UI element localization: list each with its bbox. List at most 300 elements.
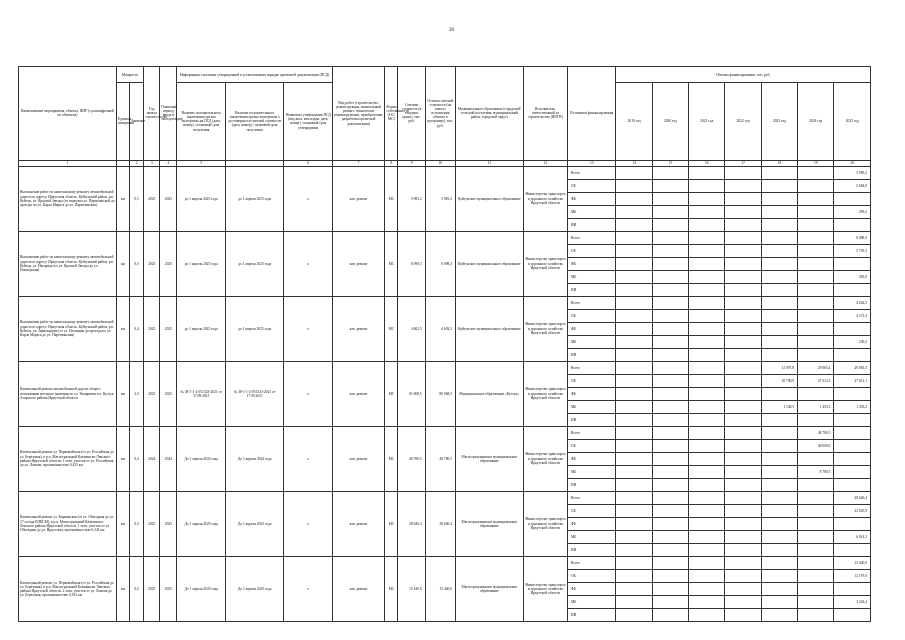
- header-year: 2020 год: [652, 83, 688, 160]
- header-estimate-cost: Сметная стоимость (в текущих ценах), тыс. руб.: [398, 67, 425, 161]
- amount-cell: [725, 192, 761, 205]
- remaining-cost: 80 068,5: [425, 361, 455, 426]
- amount-y2023: [761, 608, 797, 621]
- ownership-form: МС: [385, 166, 398, 231]
- year-commission: 2025: [160, 556, 177, 621]
- amount-cell: [652, 595, 688, 608]
- ownership-form: МС: [385, 296, 398, 361]
- estimate-cost: 28 640,4: [398, 491, 425, 556]
- capacity-unit: км: [116, 166, 129, 231]
- amount-y2023: [761, 309, 797, 322]
- amount-cell: [616, 270, 652, 283]
- header-price: Наличие положительного заключения органа экспертизы о достоверности сметной стоимости (дата, номер) / плановый срок получения: [225, 83, 284, 160]
- column-number: 8: [385, 160, 398, 166]
- header-cap-value: Значение: [130, 83, 144, 160]
- capacity-value: 0,4: [130, 426, 144, 491]
- price-expertise: До 1 апреля 2025 года: [225, 491, 284, 556]
- amount-y2023: [761, 556, 797, 569]
- object-row: [19, 426, 871, 439]
- amount-cell: [689, 296, 725, 309]
- amount-y2025: [834, 478, 871, 491]
- amount-cell: [616, 452, 652, 465]
- funding-source: Всего: [568, 296, 616, 309]
- amount-cell: [725, 231, 761, 244]
- funding-source: МБ: [568, 400, 616, 413]
- amount-cell: [652, 192, 688, 205]
- year-commission: 2025: [160, 296, 177, 361]
- amount-cell: [616, 530, 652, 543]
- amount-y2023: 10 790,9: [761, 374, 797, 387]
- column-number: 14: [616, 160, 652, 166]
- amount-y2023: [761, 543, 797, 556]
- work-type: кап. ремонт: [332, 231, 384, 296]
- amount-cell: [689, 257, 725, 270]
- amount-cell: [689, 413, 725, 426]
- amount-y2024: [798, 283, 834, 296]
- amount-y2023: [761, 413, 797, 426]
- amount-cell: [616, 166, 652, 179]
- amount-cell: [616, 192, 652, 205]
- amount-cell: [689, 205, 725, 218]
- funding-source: ИИ: [568, 478, 616, 491]
- funding-source: ИИ: [568, 608, 616, 621]
- funding-source: ОБ: [568, 569, 616, 582]
- funding-source: МБ: [568, 530, 616, 543]
- column-number: 6: [284, 160, 332, 166]
- amount-y2023: [761, 439, 797, 452]
- work-type: кап. ремонт: [332, 296, 384, 361]
- amount-cell: [689, 244, 725, 257]
- amount-cell: [689, 270, 725, 283]
- amount-cell: [725, 309, 761, 322]
- amount-y2023: [761, 192, 797, 205]
- object-row: [19, 491, 871, 504]
- capacity-unit: км: [116, 491, 129, 556]
- amount-y2024: 8 780,5: [798, 465, 834, 478]
- amount-y2023: [761, 569, 797, 582]
- amount-y2023: [761, 257, 797, 270]
- amount-y2023: [761, 426, 797, 439]
- amount-cell: [689, 569, 725, 582]
- amount-y2024: [798, 478, 834, 491]
- amount-cell: [725, 322, 761, 335]
- year-start: 2025: [144, 491, 160, 556]
- ownership-form: МС: [385, 361, 398, 426]
- price-expertise: до 1 апреля 2025 года: [225, 296, 284, 361]
- municipality: Куйтунское муниципальное образование: [456, 296, 524, 361]
- amount-cell: [725, 517, 761, 530]
- funding-source: ИИ: [568, 413, 616, 426]
- amount-y2024: [798, 491, 834, 504]
- funding-source: Всего: [568, 426, 616, 439]
- amount-cell: [652, 309, 688, 322]
- amount-cell: [616, 439, 652, 452]
- funding-source: ОБ: [568, 374, 616, 387]
- amount-cell: [725, 569, 761, 582]
- psd-expertise: до 1 апреля 2025 года: [177, 296, 225, 361]
- object-name: Выполнение работ по капитальному ремонту автомобильной дороги по адресу: Иркутская область, Куйтунский район, р.п. Куйтун, ул. Красной Звезды (от переулка ул. Партизанской до проезда по ул. Карла Маркса до ул. Партизанская): [19, 166, 117, 231]
- amount-cell: [725, 439, 761, 452]
- amount-cell: [689, 439, 725, 452]
- amount-cell: [725, 296, 761, 309]
- header-year: 2022 год: [725, 83, 761, 160]
- amount-cell: [689, 374, 725, 387]
- amount-cell: [652, 543, 688, 556]
- amount-y2024: 1 453,3: [798, 400, 834, 413]
- amount-y2025: [834, 387, 871, 400]
- amount-y2024: [798, 556, 834, 569]
- psd-expertise: До 1 апреля 2025 года: [177, 556, 225, 621]
- amount-cell: [652, 465, 688, 478]
- column-number: 4: [160, 160, 177, 166]
- amount-y2025: [834, 452, 871, 465]
- psd-expertise: До 1 апреля 2024 года: [177, 426, 225, 491]
- year-commission: 2025: [160, 231, 177, 296]
- municipality: Магистральнинское муниципальное образование: [456, 491, 524, 556]
- amount-cell: [725, 270, 761, 283]
- amount-cell: [616, 283, 652, 296]
- amount-cell: [652, 322, 688, 335]
- capacity-value: 2,5: [130, 361, 144, 426]
- column-number: 13: [568, 160, 616, 166]
- amount-cell: [652, 400, 688, 413]
- amount-y2023: [761, 218, 797, 231]
- column-number: 11: [456, 160, 524, 166]
- amount-cell: [725, 452, 761, 465]
- header-approval: Реквизиты утверждения ПСД (вид акта, кем издан, дата, номер) / плановый срок утверждения: [284, 83, 332, 160]
- year-start: 2024: [144, 426, 160, 491]
- page-number: 28: [449, 28, 454, 33]
- executor: Министерство транспорта и дорожного хозяйства Иркутской области: [523, 166, 567, 231]
- amount-cell: [652, 582, 688, 595]
- amount-cell: [689, 426, 725, 439]
- psd-approval: х: [284, 556, 332, 621]
- amount-cell: [689, 582, 725, 595]
- amount-y2023: 12 097,8: [761, 361, 797, 374]
- column-number: 7: [332, 160, 384, 166]
- amount-cell: [689, 231, 725, 244]
- year-start: 2025: [144, 231, 160, 296]
- amount-cell: [725, 504, 761, 517]
- ownership-form: МС: [385, 231, 398, 296]
- amount-y2025: [834, 218, 871, 231]
- amount-cell: [725, 244, 761, 257]
- price-expertise: До 1 апреля 2024 года: [225, 426, 284, 491]
- amount-cell: [616, 387, 652, 400]
- remaining-cost: 5 983,2: [425, 166, 455, 231]
- amount-cell: [689, 400, 725, 413]
- amount-cell: [652, 166, 688, 179]
- amount-cell: [689, 166, 725, 179]
- amount-cell: [689, 478, 725, 491]
- amount-y2025: 1 453,2: [834, 400, 871, 413]
- amount-cell: [689, 556, 725, 569]
- amount-cell: [725, 374, 761, 387]
- amount-cell: [652, 283, 688, 296]
- work-type: кап. ремонт: [332, 491, 384, 556]
- amount-cell: [616, 322, 652, 335]
- amount-cell: [725, 283, 761, 296]
- amount-cell: [652, 179, 688, 192]
- amount-y2025: 29 065,5: [834, 361, 871, 374]
- column-number: 5: [177, 160, 225, 166]
- amount-cell: [689, 608, 725, 621]
- amount-y2023: [761, 322, 797, 335]
- header-psd: Наличие положительного заключения органа экспертизы на ПСД (дата, номер) / плановый срок получения: [177, 83, 225, 160]
- amount-cell: [616, 556, 652, 569]
- amount-y2023: [761, 166, 797, 179]
- work-type: кап. ремонт: [332, 361, 384, 426]
- work-type: кап. ремонт: [332, 166, 384, 231]
- funding-source: ФБ: [568, 582, 616, 595]
- amount-y2025: [834, 465, 871, 478]
- amount-cell: [616, 218, 652, 231]
- column-number: 10: [425, 160, 455, 166]
- amount-y2025: 15 440,0: [834, 556, 871, 569]
- header-year: 2019 год: [616, 83, 652, 160]
- object-name: Капитальный ремонт ул. Карпинская (от ул. Обьездная до ул. 17 съезда ВЛКСМ), в р.п. Магистральный Казачинско-Ленского района Иркутской области, 1 этап, участок от ул. Обьездная до ул. Иркутская, протяжённостью 0,341 км: [19, 491, 117, 556]
- funding-source: МБ: [568, 465, 616, 478]
- amount-y2023: [761, 348, 797, 361]
- funding-source: Всего: [568, 231, 616, 244]
- amount-y2025: 5 793,3: [834, 244, 871, 257]
- funding-source: МБ: [568, 595, 616, 608]
- funding-source: ОБ: [568, 439, 616, 452]
- amount-cell: [616, 517, 652, 530]
- header-psd-info: Информация о наличии утвержденной в установленном порядке проектной документации (ПСД): [177, 67, 332, 83]
- amount-y2025: 12 197,6: [834, 569, 871, 582]
- amount-cell: [652, 231, 688, 244]
- amount-cell: [725, 426, 761, 439]
- executor: Министерство транспорта и дорожного хозяйства Иркутской области: [523, 491, 567, 556]
- column-number: 12: [523, 160, 567, 166]
- column-number: 20: [834, 160, 871, 166]
- ownership-form: МС: [385, 491, 398, 556]
- amount-cell: [652, 296, 688, 309]
- estimate-cost: 48 780,5: [398, 426, 425, 491]
- amount-cell: [616, 491, 652, 504]
- object-name: Выполнение работ по капитальному ремонту автомобильной дороги по адресу: Иркутская область, Куйтунский район, р.п. Куйтун, ул. Зерновидова (от ул. Целинная до проезда по ул. Карла Маркса до ул. Партизанская): [19, 296, 117, 361]
- amount-y2024: [798, 257, 834, 270]
- amount-y2023: [761, 231, 797, 244]
- capacity-value: 0,5: [130, 166, 144, 231]
- amount-y2024: [798, 166, 834, 179]
- psd-approval: х: [284, 296, 332, 361]
- amount-cell: [652, 218, 688, 231]
- municipality: Магистральнинское муниципальное образование: [456, 556, 524, 621]
- amount-y2025: 305,0: [834, 270, 871, 283]
- amount-y2024: [798, 608, 834, 621]
- amount-y2025: 299,2: [834, 205, 871, 218]
- amount-cell: [725, 335, 761, 348]
- amount-cell: [616, 205, 652, 218]
- estimate-cost: 15 440,0: [398, 556, 425, 621]
- amount-y2025: 230,2: [834, 335, 871, 348]
- amount-cell: [725, 218, 761, 231]
- amount-cell: [689, 179, 725, 192]
- year-start: 2025: [144, 166, 160, 231]
- amount-cell: [725, 491, 761, 504]
- amount-cell: [652, 205, 688, 218]
- amount-cell: [652, 361, 688, 374]
- amount-cell: [616, 478, 652, 491]
- amount-cell: [616, 504, 652, 517]
- funding-source: ИИ: [568, 283, 616, 296]
- column-number: 18: [761, 160, 797, 166]
- psd-approval: х: [284, 361, 332, 426]
- object-name: Выполнение работ по капитальному ремонту автомобильной дороги по адресу: Иркутская область, Куйтунский район, р.п. Куйтун, ул. Нагорная (от ул. Красной Звезды до ул. Пионерская): [19, 231, 117, 296]
- work-type: кап. ремонт: [332, 556, 384, 621]
- price-expertise: до 1 апреля 2025 года: [225, 166, 284, 231]
- year-start: 2025: [144, 556, 160, 621]
- amount-y2023: [761, 595, 797, 608]
- capacity-unit: км: [116, 296, 129, 361]
- header-cap-unit: Единица измерения: [116, 83, 129, 160]
- psd-approval: х: [284, 426, 332, 491]
- remaining-cost: 15 440,0: [425, 556, 455, 621]
- funding-source: ФБ: [568, 517, 616, 530]
- amount-cell: [616, 426, 652, 439]
- funding-source: ФБ: [568, 387, 616, 400]
- capacity-value: 0,4: [130, 296, 144, 361]
- psd-approval: х: [284, 491, 332, 556]
- amount-y2025: [834, 439, 871, 452]
- amount-y2023: [761, 335, 797, 348]
- capacity-unit: км: [116, 231, 129, 296]
- capacity-value: 0,3: [130, 491, 144, 556]
- amount-y2025: [834, 257, 871, 270]
- funding-source: ОБ: [568, 309, 616, 322]
- funding-source: ИИ: [568, 543, 616, 556]
- header-year: 2025 год: [834, 83, 871, 160]
- work-type: кап. ремонт: [332, 426, 384, 491]
- amount-cell: [689, 335, 725, 348]
- amount-cell: [725, 582, 761, 595]
- amount-y2024: [798, 309, 834, 322]
- amount-cell: [725, 556, 761, 569]
- amount-cell: [616, 608, 652, 621]
- funding-source: МБ: [568, 270, 616, 283]
- amount-y2024: [798, 413, 834, 426]
- amount-y2024: [798, 218, 834, 231]
- funding-source: МБ: [568, 205, 616, 218]
- column-number: 19: [798, 160, 834, 166]
- funding-source: ФБ: [568, 192, 616, 205]
- funding-source: ФБ: [568, 322, 616, 335]
- amount-cell: [725, 387, 761, 400]
- year-commission: 2025: [160, 361, 177, 426]
- funding-source: ФБ: [568, 257, 616, 270]
- amount-y2025: 5 983,2: [834, 166, 871, 179]
- amount-y2024: [798, 244, 834, 257]
- estimate-cost: 4 602,5: [398, 296, 425, 361]
- amount-cell: [616, 309, 652, 322]
- amount-y2024: [798, 270, 834, 283]
- funding-source: ОБ: [568, 244, 616, 257]
- capacity-value: 0,2: [130, 556, 144, 621]
- column-number: 3: [144, 160, 160, 166]
- amount-y2023: [761, 491, 797, 504]
- amount-y2025: 28 640,4: [834, 491, 871, 504]
- column-number: 2: [130, 160, 144, 166]
- remaining-cost: 28 640,4: [425, 491, 455, 556]
- amount-cell: [652, 452, 688, 465]
- amount-cell: [616, 374, 652, 387]
- amount-cell: [725, 595, 761, 608]
- remaining-cost: 4 602,5: [425, 296, 455, 361]
- amount-y2023: [761, 504, 797, 517]
- year-start: 2023: [144, 361, 160, 426]
- amount-cell: [689, 595, 725, 608]
- executor: Министерство транспорта и дорожного хозяйства Иркутской области: [523, 556, 567, 621]
- amount-cell: [689, 517, 725, 530]
- amount-cell: [652, 556, 688, 569]
- amount-cell: [616, 465, 652, 478]
- capacity-unit: км: [116, 361, 129, 426]
- amount-cell: [652, 569, 688, 582]
- amount-cell: [616, 413, 652, 426]
- funding-source: Всего: [568, 361, 616, 374]
- amount-y2023: [761, 283, 797, 296]
- amount-cell: [689, 491, 725, 504]
- amount-cell: [689, 504, 725, 517]
- estimate-cost: 6 098,3: [398, 231, 425, 296]
- funding-source: МБ: [568, 335, 616, 348]
- amount-y2025: [834, 283, 871, 296]
- amount-y2024: [798, 543, 834, 556]
- year-commission: 2025: [160, 491, 177, 556]
- amount-y2025: 6 098,3: [834, 231, 871, 244]
- amount-y2025: 5 684,0: [834, 179, 871, 192]
- municipality: Муниципальное образование «Култук»: [456, 361, 524, 426]
- header-volumes: Объемы финансирования, тыс. руб.: [616, 67, 871, 83]
- amount-cell: [689, 283, 725, 296]
- amount-y2023: 1 140,5: [761, 400, 797, 413]
- column-number: 17: [725, 160, 761, 166]
- object-name: Капитальный ремонт ул. Первомайская (от ул. Российская до ул. Берёзовая), в р.п. Магистральный Казачинско-Ленского района Иркутской области, 1 этап, участок от ул. Российская до ул. Ломова, протяжённостью 0,435 км: [19, 426, 117, 491]
- amount-y2024: [798, 348, 834, 361]
- capacity-unit: км: [116, 426, 129, 491]
- header-work-type: Вид работ (строительство, реконструкция, капитальный ремонт, техническое перевооружение, приобретение, разработка проектной документации): [332, 67, 384, 161]
- municipality: Куйтунское муниципальное образование: [456, 166, 524, 231]
- amount-cell: [689, 452, 725, 465]
- amount-cell: [689, 361, 725, 374]
- amount-cell: [616, 595, 652, 608]
- amount-y2024: [798, 569, 834, 582]
- header-year-commission: Плановый период ввода в эксплуатацию: [160, 67, 177, 161]
- amount-cell: [616, 179, 652, 192]
- amount-y2024: [798, 179, 834, 192]
- amount-cell: [616, 348, 652, 361]
- price-expertise: до 1 апреля 2025 года: [225, 231, 284, 296]
- amount-cell: [689, 309, 725, 322]
- amount-y2025: [834, 582, 871, 595]
- funding-source: Всего: [568, 491, 616, 504]
- capacity-value: 0,5: [130, 231, 144, 296]
- header-year: 2024 год: [798, 83, 834, 160]
- amount-y2025: 6 014,5: [834, 530, 871, 543]
- object-name: Капитальный ремонт ул. Первомайская (от ул. Российская до ул. Берёзовая), в р.п. Магистральный Казачинско-Ленского района Иркутской области, 2 этап, участок от ул. Ломова до ул. Берёзовая, протяжённостью 0,433 км: [19, 556, 117, 621]
- amount-cell: [689, 192, 725, 205]
- year-commission: 2025: [160, 166, 177, 231]
- amount-y2024: [798, 504, 834, 517]
- amount-cell: [652, 608, 688, 621]
- executor: Министерство транспорта и дорожного хозяйства Иркутской области: [523, 361, 567, 426]
- amount-cell: [725, 361, 761, 374]
- year-commission: 2024: [160, 426, 177, 491]
- amount-cell: [725, 166, 761, 179]
- amount-cell: [652, 374, 688, 387]
